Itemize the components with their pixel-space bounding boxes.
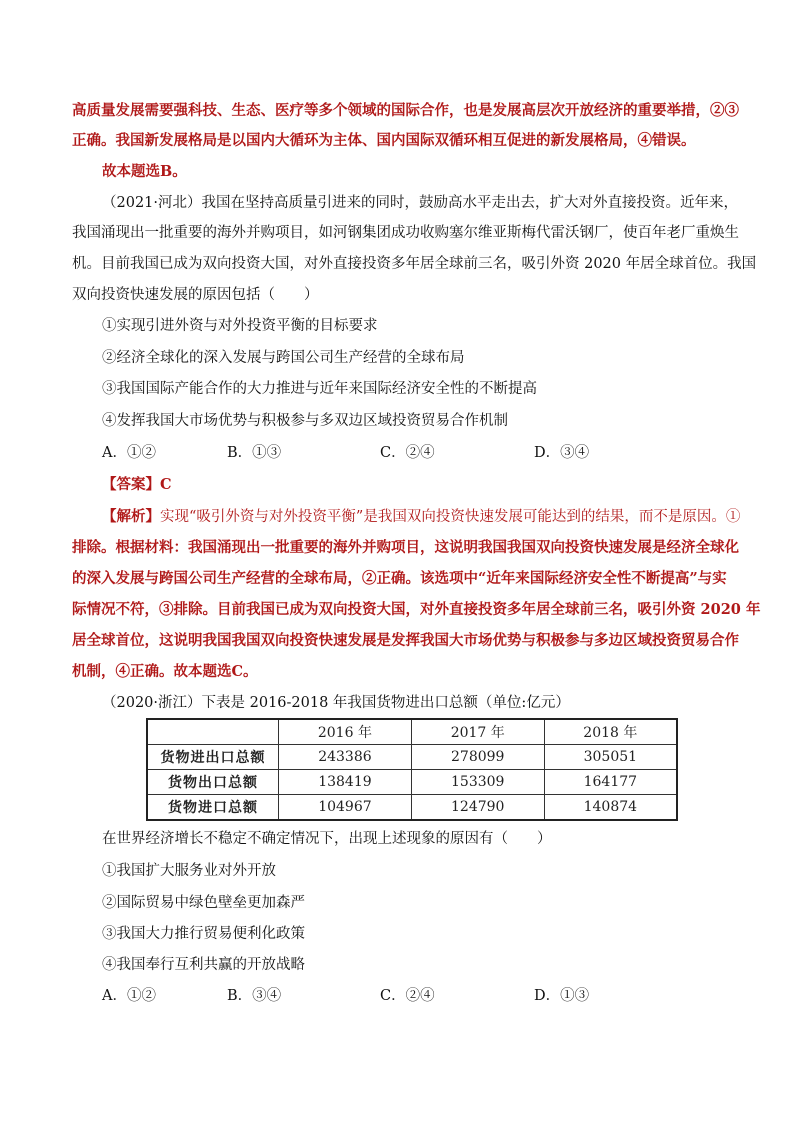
table-cell: 138419 (279, 770, 412, 795)
q1-analysis-line2: 排除。根据材料：我国涌现出一批重要的海外并购项目，这说明我国我国双向投资快速发展是经济全球化 (72, 539, 739, 556)
q2-choice-c[interactable]: C．②④ (380, 988, 435, 1004)
table-row-label: 货物进口总额 (147, 795, 279, 821)
analysis-continued-line2: 正确。我国新发展格局是以国内大循环为主体、国内国际双循环相互促进的新发展格局，④错误。 (72, 132, 696, 149)
q1-analysis-line1 (102, 507, 741, 527)
table-cell: 124790 (411, 795, 544, 821)
table-row (147, 745, 677, 770)
table-header-cell: 2016 年 (279, 719, 412, 745)
table-row (147, 770, 677, 795)
q1-choice-a[interactable]: A．①② (102, 445, 156, 461)
trade-table (146, 718, 678, 821)
q1-choice-c[interactable]: C．②④ (380, 445, 435, 461)
q1-choice-d[interactable]: D．③④ (534, 445, 590, 461)
table-cell: 305051 (544, 745, 677, 770)
answer-value: C (160, 476, 172, 493)
q2-statement-4: ④我国奉行互利共赢的开放战略 (102, 957, 305, 973)
answer-label: 【答案】 (102, 476, 160, 493)
q1-choice-b[interactable]: B．①③ (227, 445, 282, 461)
q1-analysis-line4: 际情况不符，③排除。目前我国已成为双向投资大国，对外直接投资多年居全球前三名，吸引外资 2020 年 (72, 601, 761, 618)
table-cell: 104967 (279, 795, 412, 821)
q2-statement-1: ①我国扩大服务业对外开放 (102, 863, 276, 879)
table-row (147, 795, 677, 821)
table-header-cell (147, 719, 279, 745)
table-header-cell: 2017 年 (411, 719, 544, 745)
table-row-label: 货物出口总额 (147, 770, 279, 795)
q1-stem-line3: 机。目前我国已成为双向投资大国，对外直接投资多年居全球前三名，吸引外资 2020 年居全球首位。我国 (72, 256, 757, 272)
table-cell: 243386 (279, 745, 412, 770)
q2-statement-3: ③我国大力推行贸易便利化政策 (102, 926, 305, 942)
analysis-conclusion: 故本题选B。 (102, 163, 187, 180)
q2-question: 在世界经济增长不稳定不确定情况下，出现上述现象的原因有（ ） (102, 831, 552, 847)
q1-analysis-line5: 居全球首位，这说明我国我国双向投资快速发展是发挥我国大市场优势与积极参与多边区域投资贸易合作 (72, 632, 739, 649)
table-header-cell: 2018 年 (544, 719, 677, 745)
q1-statement-2: ②经济全球化的深入发展与跨国公司生产经营的全球布局 (102, 350, 465, 366)
table-cell: 153309 (411, 770, 544, 795)
q2-stem: （2020·浙江）下表是 2016-2018 年我国货物进出口总额（单位:亿元） (102, 695, 570, 711)
q1-statement-4: ④发挥我国大市场优势与积极参与多双边区域投资贸易合作机制 (102, 413, 508, 429)
analysis-label: 【解析】 (102, 508, 160, 525)
q2-choice-d[interactable]: D．①③ (534, 988, 590, 1004)
q2-choice-b[interactable]: B．③④ (227, 988, 282, 1004)
analysis-text: 实现“吸引外资与对外投资平衡”是我国双向投资快速发展可能达到的结果，而不是原因。① (160, 509, 741, 525)
q1-statement-1: ①实现引进外资与对外投资平衡的目标要求 (102, 318, 378, 334)
analysis-continued-line1: 高质量发展需要强科技、生态、医疗等多个领域的国际合作，也是发展高层次开放经济的重要举措，②③ (72, 102, 739, 119)
q1-answer (102, 475, 752, 495)
q1-statement-3: ③我国国际产能合作的大力推进与近年来国际经济安全性的不断提高 (102, 381, 537, 397)
table-row-label: 货物进出口总额 (147, 745, 279, 770)
q1-analysis-line3: 的深入发展与跨国公司生产经营的全球布局，②正确。该选项中“近年来国际经济安全性不断提高”与实 (72, 570, 727, 587)
table-cell: 164177 (544, 770, 677, 795)
q1-stem-line4: 双向投资快速发展的原因包括（ ） (72, 287, 319, 303)
q1-analysis-line6: 机制，④正确。故本题选C。 (72, 663, 258, 680)
q2-choice-a[interactable]: A．①② (102, 988, 156, 1004)
q1-stem-line2: 我国涌现出一批重要的海外并购项目，如河钢集团成功收购塞尔维亚斯梅代雷沃钢厂，使百年老厂重焕生 (72, 225, 739, 241)
table-cell: 278099 (411, 745, 544, 770)
table-cell: 140874 (544, 795, 677, 821)
table-header-row (147, 719, 677, 745)
q2-statement-2: ②国际贸易中绿色壁垒更加森严 (102, 895, 305, 911)
q1-stem-line1: （2021·河北）我国在坚持高质量引进来的同时，鼓励高水平走出去，扩大对外直接投资。近年来， (102, 195, 739, 211)
